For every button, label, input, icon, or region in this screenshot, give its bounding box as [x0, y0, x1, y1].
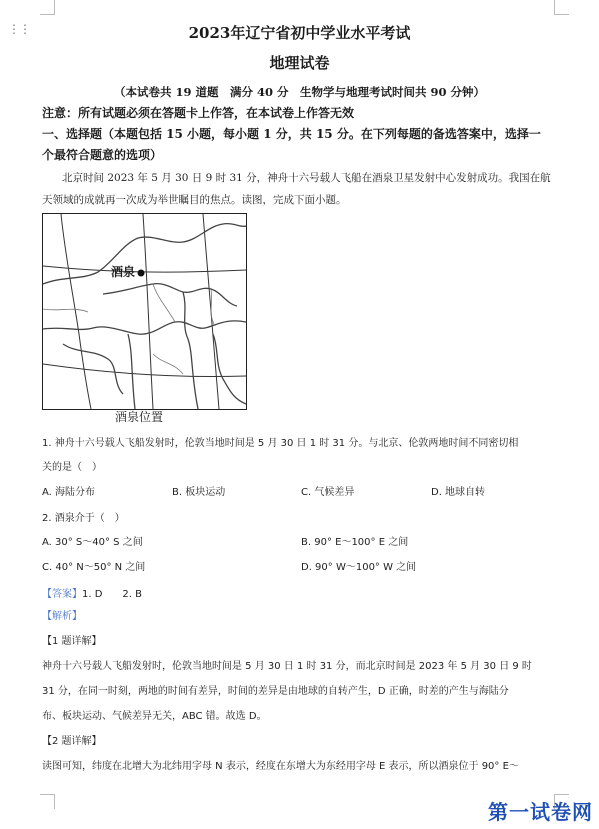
map-caption: 酒泉位置: [115, 410, 164, 424]
answer-row: [42, 582, 142, 601]
section-heading-line1: 一、选择题（本题包括 15 小题，每小题 1 分，共 15 分。在下列每题的备选答案中，选择一: [42, 127, 541, 141]
q1-option-d: D. 地球自转: [431, 487, 486, 498]
drag-handle-icon[interactable]: ⋮⋮: [8, 22, 30, 36]
exam-notice: 注意：所有试题必须在答题卡上作答，在本试卷上作答无效: [42, 106, 355, 120]
q2-stem: 2. 酒泉介于（ ）: [42, 513, 125, 524]
meridian-line: [143, 214, 153, 409]
section-heading-line2: 个最符合题意的选项）: [42, 148, 163, 162]
exam-title: 2023年辽宁省初中学业水平考试: [188, 24, 411, 42]
page-corner-mark: [554, 0, 569, 15]
answer-value: 1. D 2. B: [82, 589, 142, 600]
border-line: [183, 292, 198, 409]
analysis-para1-line3: 布、板块运动、气候差异无关，ABC 错。故选 D。: [42, 711, 267, 722]
q2-option-a: A. 30° S～40° S 之间: [42, 537, 143, 548]
page-corner-mark: [40, 794, 55, 809]
parallel-line: [43, 266, 246, 272]
analysis-para1-line2: 31 分，在同一时刻，两地的时间有差异，时间的差异是由地球的自转产生，D 正确，时差的产生与海陆分: [42, 686, 509, 697]
border-line: [43, 321, 246, 334]
map-city-label: 酒泉: [111, 265, 136, 279]
exam-meta: （本试卷共 19 道题 满分 40 分 生物学与地理考试时间共 90 分钟）: [113, 85, 486, 99]
analysis-heading-1: 【1 题详解】: [42, 636, 102, 647]
analysis-heading-2: 【2 题详解】: [42, 736, 102, 747]
analysis-label: 【解析】: [42, 611, 82, 622]
analysis-para2-line1: 读图可知，纬度在北增大为北纬用字母 N 表示，经度在东增大为东经用字母 E 表示，所以酒泉位于 90° E～: [42, 761, 519, 772]
q1-option-a: A. 海陆分布: [42, 487, 96, 498]
map-drawing: [43, 214, 246, 409]
jiuquan-map: [42, 213, 247, 410]
material-line1: 北京时间 2023 年 5 月 30 日 9 时 31 分，神舟十六号载人飞船在酒泉卫星发射中心发射成功。我国在航: [62, 172, 551, 184]
q1-option-c: C. 气候差异: [301, 487, 355, 498]
province-line: [153, 284, 175, 322]
jiuquan-marker-icon: [138, 270, 145, 277]
border-line: [103, 284, 237, 306]
border-line: [128, 334, 135, 409]
q2-option-c: C. 40° N～50° N 之间: [42, 562, 146, 573]
q2-option-b: B. 90° E～100° E 之间: [301, 537, 409, 548]
q1-option-b: B. 板块运动: [172, 487, 226, 498]
analysis-para1-line1: 神舟十六号载人飞船发射时，伦敦当地时间是 5 月 30 日 1 时 31 分，而北京时间是 2023 年 5 月 30 日 9 时: [42, 661, 532, 672]
site-watermark-logo: 第一试卷网: [488, 800, 593, 824]
province-line: [43, 309, 88, 312]
material-line2: 天领域的成就再一次成为举世瞩目的焦点。读图，完成下面小题。: [42, 194, 347, 206]
q1-stem-line2: 关的是（ ）: [42, 462, 102, 473]
answer-label: 【答案】: [42, 589, 82, 600]
page-corner-mark: [40, 0, 55, 15]
exam-subtitle: 地理试卷: [269, 54, 330, 72]
province-line: [153, 354, 183, 374]
border-line: [63, 344, 123, 394]
q1-stem-line1: 1. 神舟十六号载人飞船发射时，伦敦当地时间是 5 月 30 日 1 时 31 分。与北京、伦敦两地时间不同密切相: [42, 438, 519, 449]
q2-option-d: D. 90° W～100° W 之间: [301, 562, 417, 573]
